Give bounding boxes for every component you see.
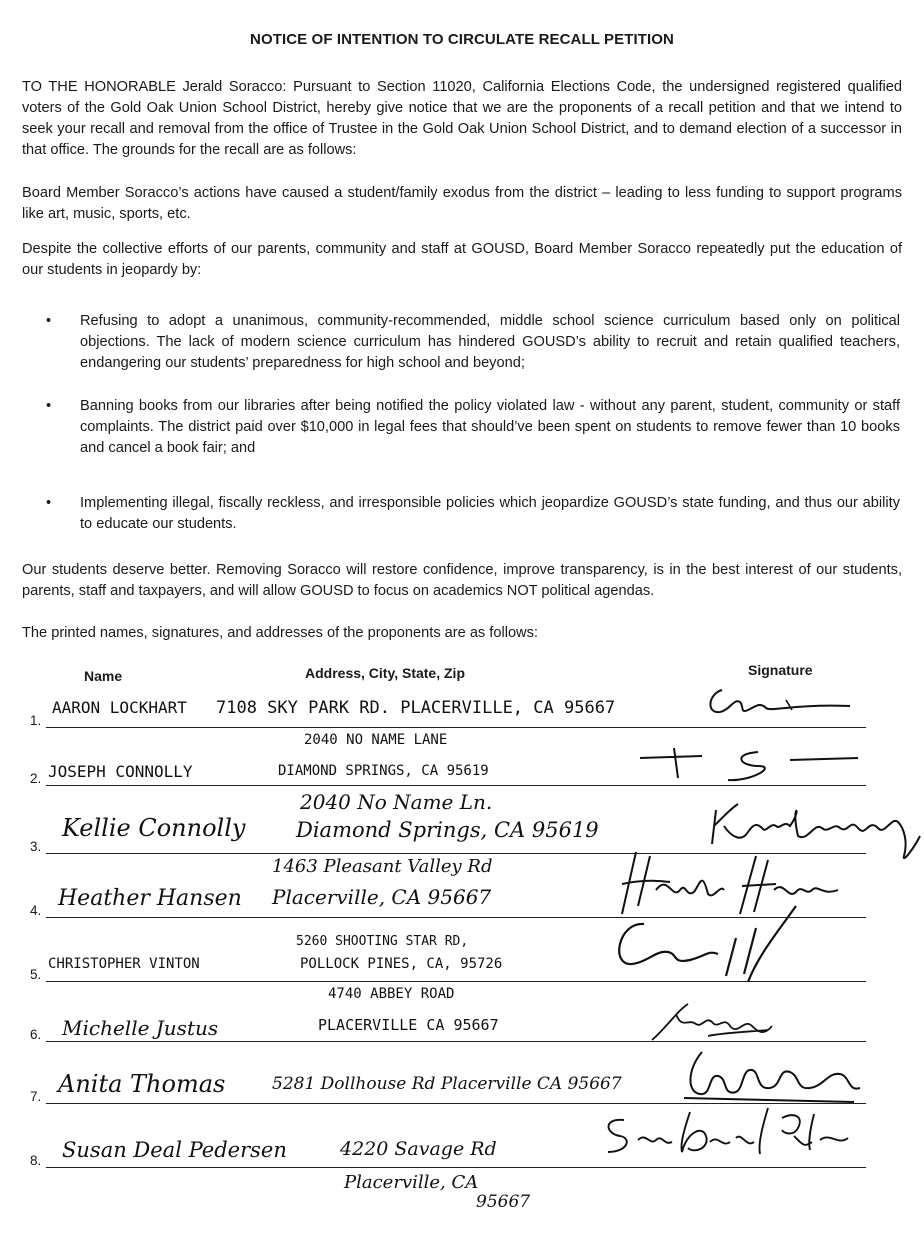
conclusion-paragraph: Our students deserve better. Removing Soracco will restore confidence, improve transparency, is in the best interest of our students, parents, staff and taxpayers, and will allow GOUSD to focus on academics NOT political agendas. [22, 562, 902, 599]
row-number: 3. [30, 839, 42, 854]
proponent-address-line2: POLLOCK PINES, CA, 95726 [300, 956, 503, 972]
proponent-address-line2: Diamond Springs, CA 95619 [296, 818, 599, 842]
proponent-address-line2: Placerville, CA 95667 [272, 885, 492, 909]
row-number: 2. [30, 771, 42, 786]
proponent-name: Heather Hansen [58, 886, 242, 911]
proponent-address-line1: 1463 Pleasant Valley Rd [272, 856, 493, 877]
proponent-address-line2: DIAMOND SPRINGS, CA 95619 [278, 763, 489, 779]
proponent-address-line1: 4740 ABBEY ROAD [328, 986, 455, 1002]
bullet-text: Refusing to adopt a unanimous, community-recommended, middle school science curriculum based only on political objections. The lack of modern science curriculum has hindered GOUSD’s ability to recruit and retain qualified teachers, endangering our students’ preparedness for high school and beyond; [80, 313, 900, 371]
bullet-icon: • [46, 495, 52, 511]
row-number: 7. [30, 1089, 42, 1104]
proponent-address-line2: PLACERVILLE CA 95667 [318, 1016, 499, 1034]
proponent-address-line3: 95667 [476, 1192, 531, 1212]
proponent-address: 7108 SKY PARK RD. PLACERVILLE, CA 95667 [216, 698, 616, 718]
row-number: 8. [30, 1153, 42, 1168]
intro-paragraph: TO THE HONORABLE Jerald Soracco: Pursuant to Section 11020, California Elections Code, the undersigned registered qualified voters of the Gold Oak Union School District, hereby give notice that we are the proponents of a recall petition and that we intend to seek your recall and removal from the office of Trustee in the Gold Oak Union School District, and to demand election of a successor in that office. The grounds for the recall are as follows: [22, 79, 902, 158]
column-header-name: Name [84, 668, 123, 684]
column-header-address: Address, City, State, Zip [305, 665, 465, 681]
proponent-address-line1: 2040 NO NAME LANE [304, 732, 448, 748]
proponent-name: Kellie Connolly [62, 814, 246, 842]
document-title: NOTICE OF INTENTION TO CIRCULATE RECALL PETITION [250, 31, 674, 48]
row-number: 1. [30, 713, 42, 728]
proponents-intro: The printed names, signatures, and addresses of the proponents are as follows: [22, 625, 538, 641]
proponent-name: AARON LOCKHART [52, 698, 187, 717]
bullet-text: Implementing illegal, fiscally reckless, and irresponsible policies which jeopardize GOUSD’s state funding, and thus our ability to educate our students. [80, 495, 900, 532]
proponent-name: Susan Deal Pedersen [62, 1138, 287, 1162]
row-number: 6. [30, 1027, 42, 1042]
proponent-name: JOSEPH CONNOLLY [48, 762, 193, 781]
proponent-address-line1: 2040 No Name Ln. [300, 790, 493, 814]
grounds-paragraph-1: Board Member Soracco’s actions have caused a student/family exodus from the district – leading to less funding to support programs like art, music, sports, etc. [22, 185, 902, 222]
proponent-address: 5281 Dollhouse Rd Placerville CA 95667 [272, 1074, 622, 1094]
proponent-name: CHRISTOPHER VINTON [48, 956, 200, 972]
proponent-address-line1: 4220 Savage Rd [340, 1138, 497, 1160]
column-header-signature: Signature [748, 662, 813, 678]
signature-image [608, 904, 798, 989]
bullet-icon: • [46, 313, 52, 329]
signature-image [598, 1104, 858, 1171]
bullet-icon: • [46, 398, 52, 414]
proponent-name: Anita Thomas [58, 1070, 226, 1098]
signature-image [700, 680, 860, 729]
bullet-text: Banning books from our libraries after being notified the policy violated law - without any parent, student, community or staff complaints. The district paid over $10,000 in legal fees that should’ve been spent on students to remove fewer than 10 books and cancel a book fair; and [80, 398, 900, 456]
proponent-name: Michelle Justus [62, 1016, 219, 1040]
proponent-address-line2: Placerville, CA [344, 1172, 479, 1193]
row-number: 5. [30, 967, 42, 982]
grounds-paragraph-2: Despite the collective efforts of our parents, community and staff at GOUSD, Board Member Soracco repeatedly put the education of our students in jeopardy by: [22, 241, 902, 278]
row-number: 4. [30, 903, 42, 918]
proponent-address-line1: 5260 SHOOTING STAR RD, [296, 934, 469, 949]
signature-image [640, 744, 860, 791]
signature-image [648, 996, 778, 1047]
